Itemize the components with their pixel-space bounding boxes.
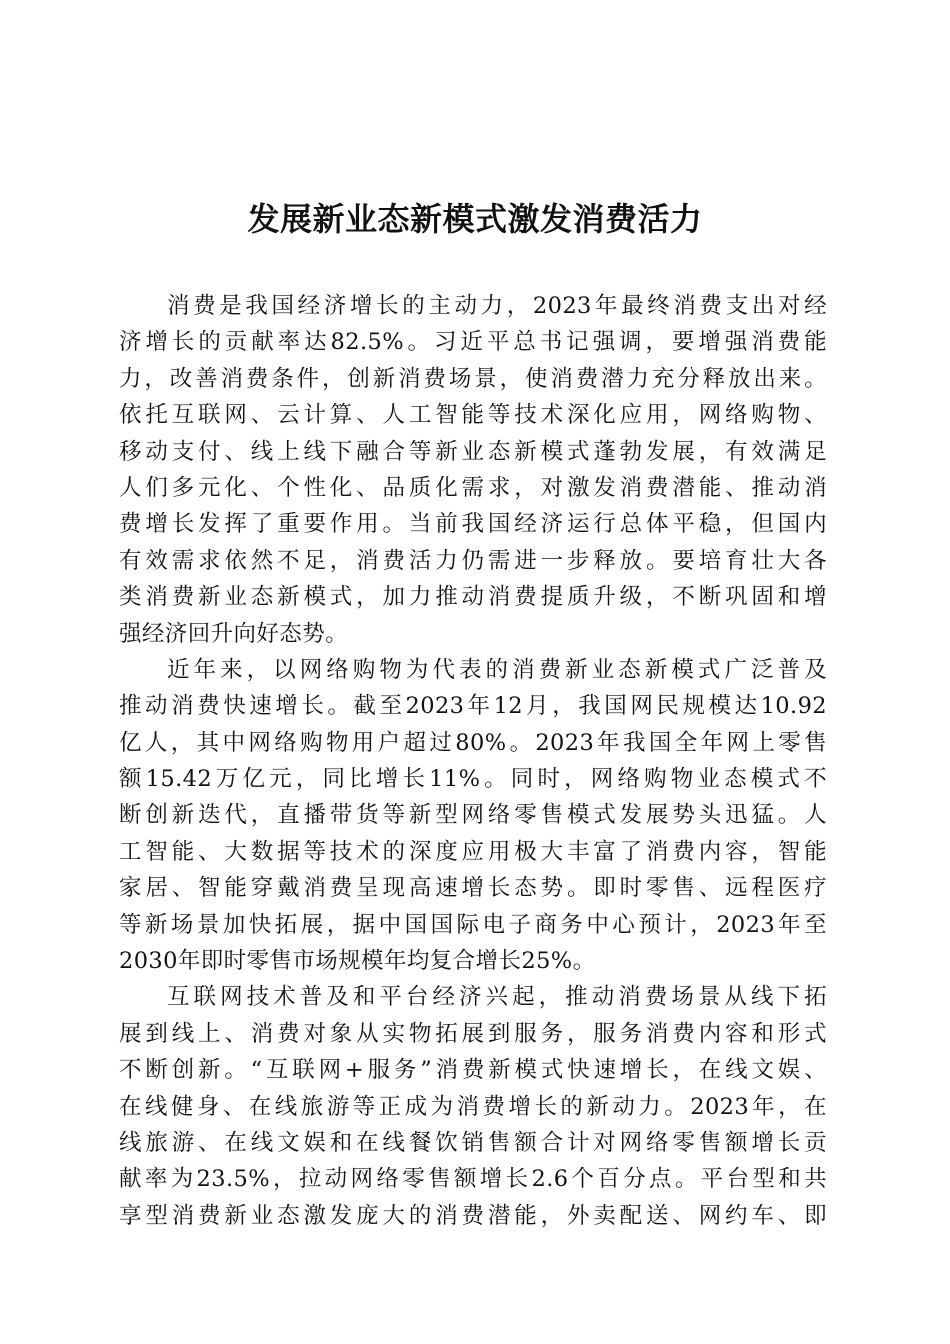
text-line: 近年来，以网络购物为代表的消费新业态新模式广泛普及	[167, 656, 827, 683]
text-line: 断创新迭代，直播带货等新型网络零售模式发展势头迅猛。人	[119, 802, 827, 829]
text-line: 类消费新业态新模式，加力推动消费提质升级，不断巩固和增	[119, 584, 827, 611]
text-line: 等新场景加快拓展，据中国国际电子商务中心预计，2023年至	[119, 911, 827, 938]
text-line: 人们多元化、个性化、品质化需求，对激发消费潜能、推动消	[119, 474, 827, 501]
text-line: 推动消费快速增长。截至2023年12月，我国网民规模达10.92	[119, 693, 827, 720]
text-line: 强经济回升向好态势。	[119, 620, 349, 647]
text-line: 在线健身、在线旅游等正成为消费增长的新动力。2023年，在	[119, 1093, 827, 1120]
text-line: 移动支付、线上线下融合等新业态新模式蓬勃发展，有效满足	[119, 438, 827, 465]
text-line: 工智能、大数据等技术的深度应用极大丰富了消费内容，智能	[119, 838, 827, 865]
text-line: 额15.42万亿元，同比增长11%。同时，网络购物业态模式不	[119, 766, 827, 793]
text-line: 家居、智能穿戴消费呈现高速增长态势。即时零售、远程医疗	[119, 875, 827, 902]
text-line: 济增长的贡献率达82.5%。习近平总书记强调，要增强消费能	[119, 329, 827, 356]
article-body	[119, 288, 827, 1234]
text-line: 线旅游、在线文娱和在线餐饮销售额合计对网络零售额增长贡	[119, 1129, 827, 1156]
text-line: 2030年即时零售市场规模年均复合增长25%。	[119, 948, 596, 975]
text-line: 享型消费新业态激发庞大的消费潜能，外卖配送、网约车、即	[119, 1202, 827, 1229]
text-line: 不断创新。“互联网+服务”消费新模式快速增长，在线文娱、	[119, 1057, 827, 1084]
paragraph-2	[119, 652, 827, 980]
text-line: 互联网技术普及和平台经济兴起，推动消费场景从线下拓	[167, 984, 827, 1011]
text-line: 消费是我国经济增长的主动力，2023年最终消费支出对经	[167, 293, 827, 319]
paragraph-3	[119, 979, 827, 1234]
paragraph-1	[119, 288, 827, 652]
text-line: 费增长发挥了重要作用。当前我国经济运行总体平稳，但国内	[119, 511, 827, 538]
text-line: 依托互联网、云计算、人工智能等技术深化应用，网络购物、	[119, 402, 827, 429]
page-title: 发展新业态新模式激发消费活力	[247, 200, 703, 238]
text-line: 力，改善消费条件，创新消费场景，使消费潜力充分释放出来。	[119, 365, 827, 392]
text-line: 献率为23.5%，拉动网络零售额增长2.6个百分点。平台型和共	[119, 1166, 827, 1193]
text-line: 有效需求依然不足，消费活力仍需进一步释放。要培育壮大各	[119, 547, 827, 574]
text-line: 亿人，其中网络购物用户超过80%。2023年我国全年网上零售	[119, 729, 827, 756]
text-line: 展到线上、消费对象从实物拓展到服务，服务消费内容和形式	[119, 1020, 827, 1047]
